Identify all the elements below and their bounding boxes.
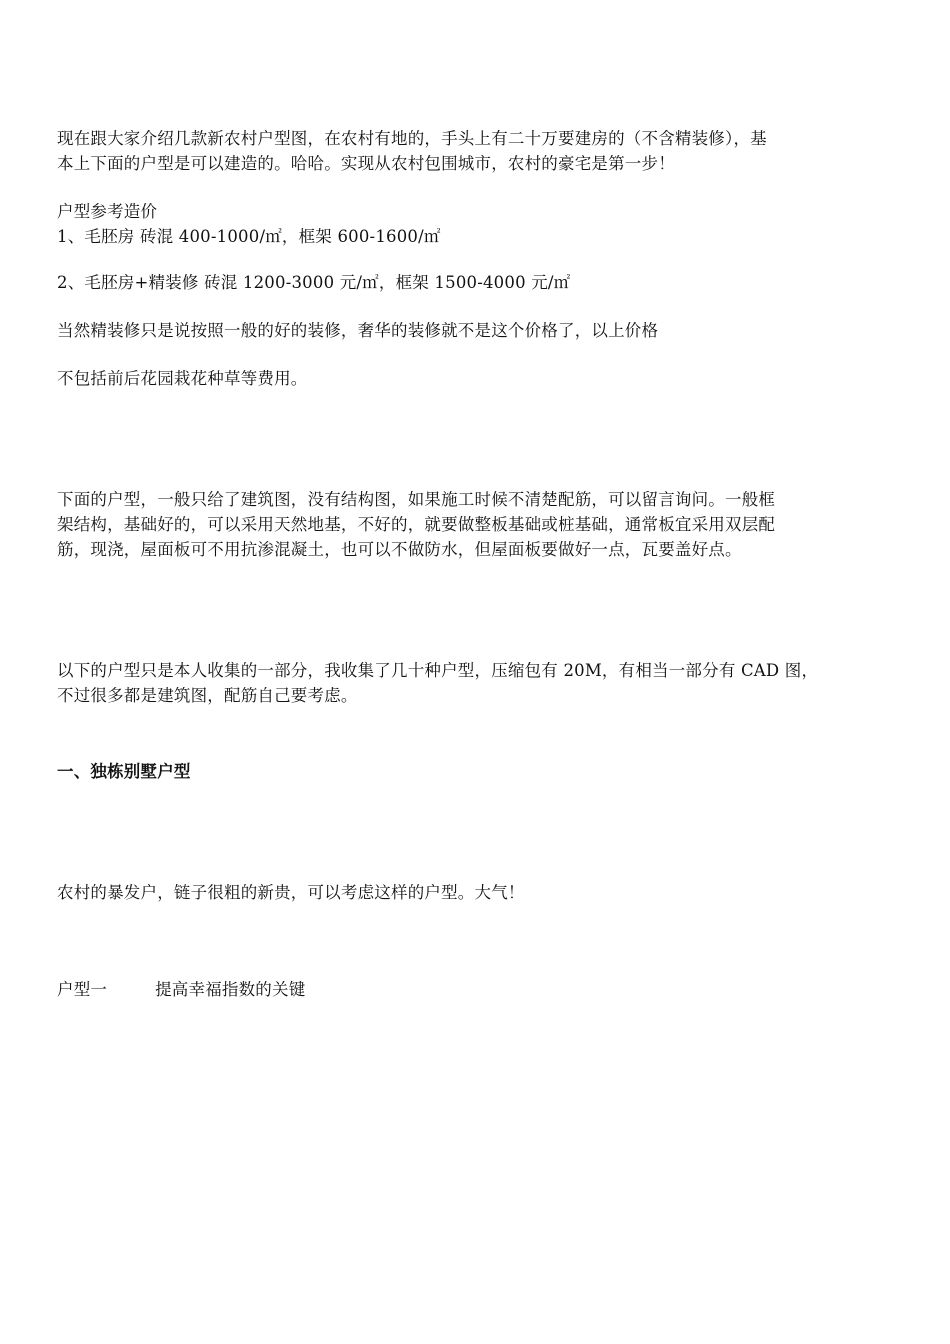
intro-line-1: 现在跟大家介绍几款新农村户型图，在农村有地的，手头上有二十万要建房的（不含精装修），基 (57, 129, 767, 148)
intro-paragraph (57, 126, 887, 176)
collection-line-2: 不过很多都是建筑图，配筋自己要考虑。 (57, 686, 358, 705)
structure-paragraph (57, 487, 887, 562)
intro-line-2: 本上下面的户型是可以建造的。哈哈。实现从农村包围城市，农村的豪宅是第一步！ (57, 154, 675, 173)
collection-paragraph (57, 658, 887, 708)
price-title: 户型参考造价 (57, 202, 158, 221)
note-line-2: 不包括前后花园栽花种草等费用。 (57, 369, 308, 388)
structure-line-1: 下面的户型，一般只给了建筑图，没有结构图，如果施工时候不清楚配筋，可以留言询问。一般框 (57, 490, 776, 509)
price-item-1: 1、毛胚房 砖混 400-1000/㎡，框架 600-1600/㎡ (57, 227, 441, 246)
structure-line-2: 架结构，基础好的，可以采用天然地基，不好的，就要做整板基础或桩基础，通常板宜采用双层配 (57, 515, 776, 534)
price-item-2: 2、毛胚房+精装修 砖混 1200-3000 元/㎡，框架 1500-4000 元/㎡ (57, 273, 571, 292)
type-line (57, 977, 887, 1002)
section-heading: 一、独栋别墅户型 (57, 762, 191, 781)
structure-line-3: 筋，现浇，屋面板可不用抗渗混凝土，也可以不做防水，但屋面板要做好一点，瓦要盖好点。 (57, 540, 742, 559)
collection-line-1: 以下的户型只是本人收集的一部分，我收集了几十种户型，压缩包有 20M，有相当一部分有 CAD 图， (57, 661, 819, 680)
price-section (57, 199, 887, 249)
type-caption: 提高幸福指数的关键 (155, 980, 306, 999)
type-label: 户型一 (57, 980, 108, 999)
section-intro: 农村的暴发户，链子很粗的新贵，可以考虑这样的户型。大气！ (57, 883, 525, 902)
note-line-1: 当然精装修只是说按照一般的好的装修，奢华的装修就不是这个价格了，以上价格 (57, 321, 659, 340)
